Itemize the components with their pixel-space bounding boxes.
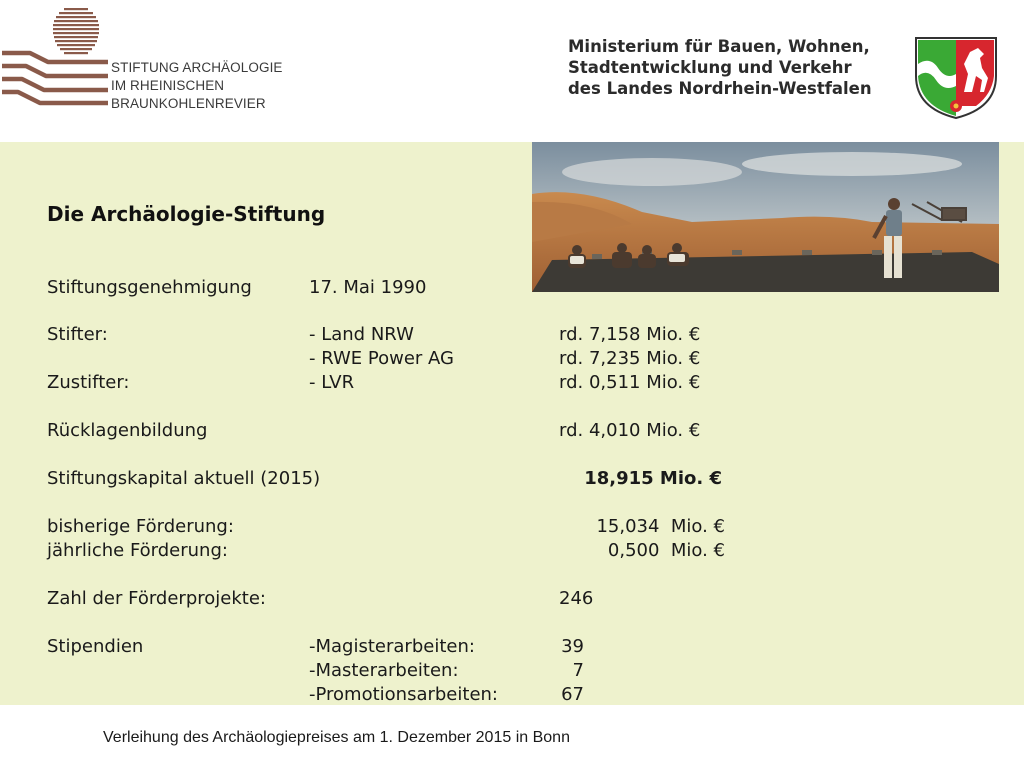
ministry-name [568,36,898,99]
co-founder-name: - LVR [309,372,355,393]
reserves-label: Rücklagenbildung [47,420,208,441]
scholarships-label: Stipendien [47,636,144,657]
footer-caption: Verleihung des Archäologiepreises am 1. Dezember 2015 in Bonn [103,729,570,746]
funding-total-amount: 15,034 Mio. € [596,516,725,537]
scholarship-count: 7 [572,660,584,681]
projects-value: 246 [559,588,594,609]
scholarship-type: -Promotionsarbeiten: [309,684,498,705]
scholarship-type: -Magisterarbeiten: [309,636,475,657]
capital-amount: 18,915 Mio. € [584,468,722,489]
excavation-photo-icon [532,142,999,292]
slide-header [0,0,1024,142]
logo-text-line: STIFTUNG ARCHÄOLOGIE [111,60,283,75]
founder-amount: rd. 7,235 Mio. € [559,348,701,369]
excavation-photo [532,142,999,292]
page-title: Die Archäologie-Stiftung [47,202,326,226]
co-founder-label: Zustifter: [47,372,130,393]
co-founder-amount: rd. 0,511 Mio. € [559,372,701,393]
capital-label: Stiftungskapital aktuell (2015) [47,468,321,489]
funding-annual-amount: 0,500 Mio. € [607,540,725,561]
archaeology-foundation-logo [0,4,283,116]
logo-text-line: IM RHEINISCHEN [111,78,225,93]
scholarship-type: -Masterarbeiten: [309,660,459,681]
reserves-amount: rd. 4,010 Mio. € [559,420,701,441]
ministry-line: Ministerium für Bauen, Wohnen, [568,37,870,56]
ministry-line: Stadtentwicklung und Verkehr [568,58,852,77]
nrw-coat-of-arms [912,34,1000,120]
funding-annual-label: jährliche Förderung: [47,540,228,561]
projects-label: Zahl der Förderprojekte: [47,588,266,609]
scholarship-count: 39 [561,636,584,657]
logo-text-line: BRAUNKOHLENREVIER [111,96,266,111]
founder-name: - RWE Power AG [309,348,454,369]
funding-total-label: bisherige Förderung: [47,516,234,537]
founders-label: Stifter: [47,324,108,345]
approval-date: 17. Mai 1990 [309,277,427,298]
founder-amount: rd. 7,158 Mio. € [559,324,701,345]
scholarship-count: 67 [561,684,584,705]
nrw-coat-of-arms-icon [912,34,1000,120]
approval-label: Stiftungsgenehmigung [47,277,252,298]
founder-name: - Land NRW [309,324,414,345]
ministry-line: des Landes Nordrhein-Westfalen [568,79,872,98]
